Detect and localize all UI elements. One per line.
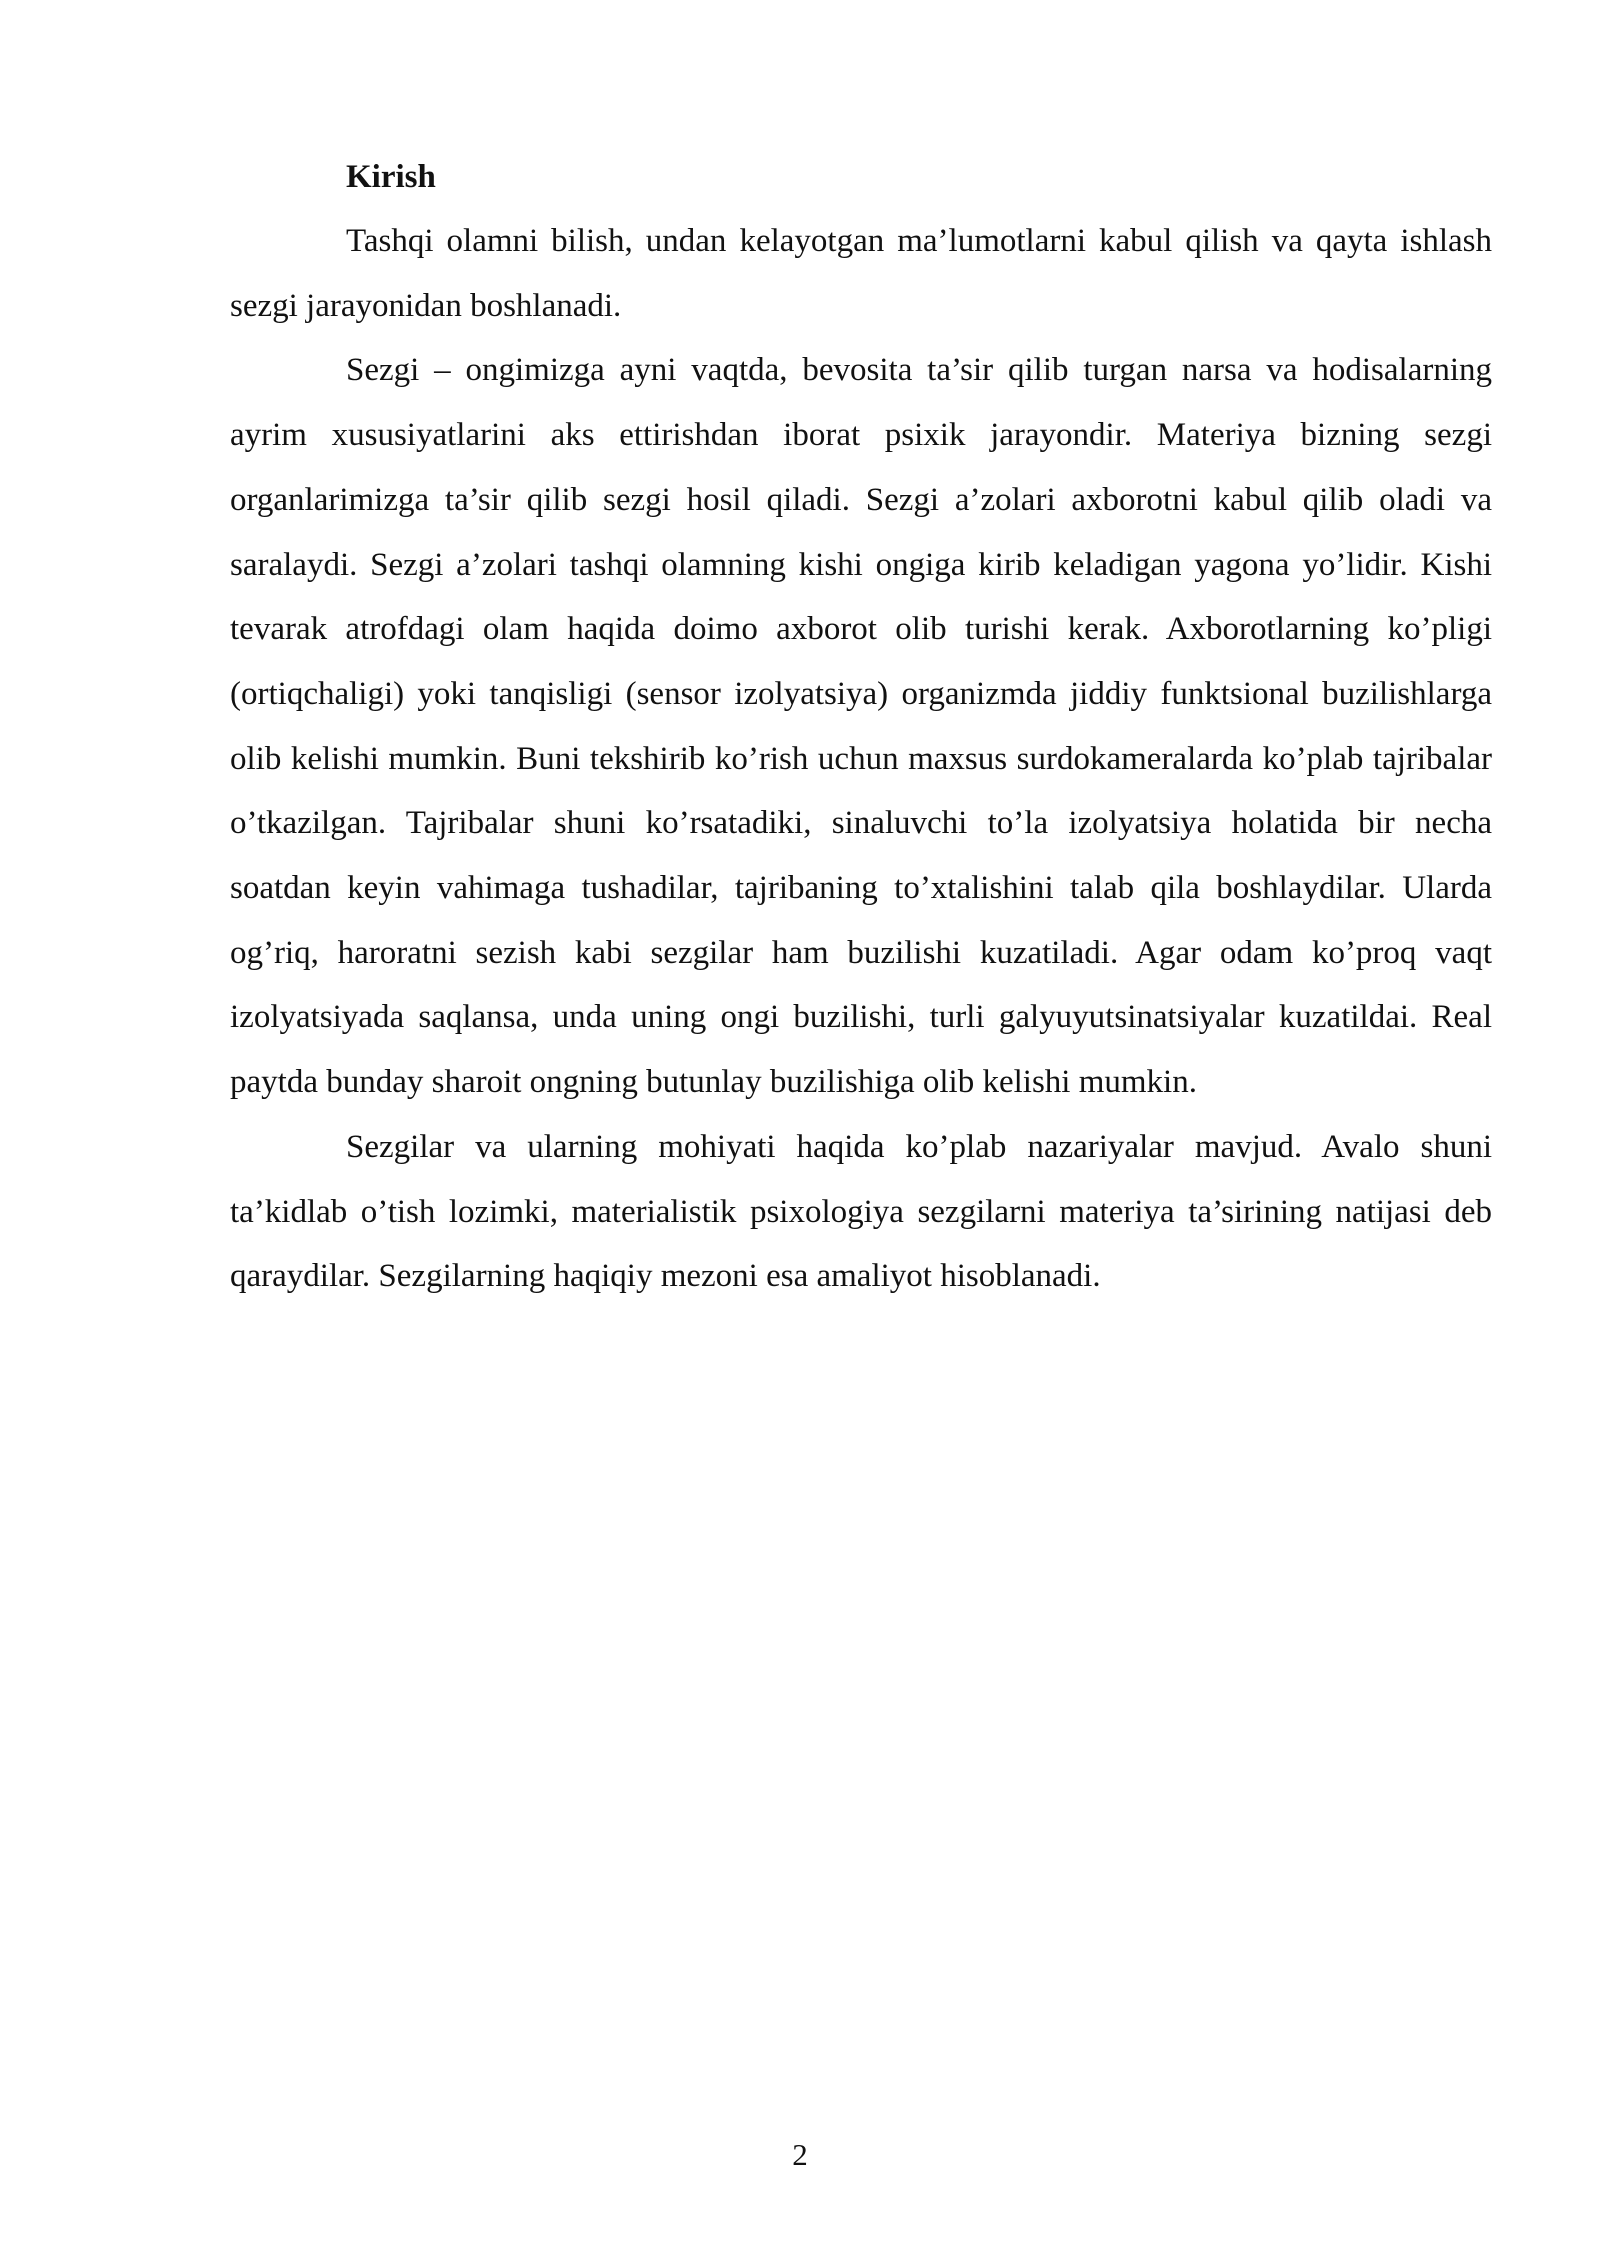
- paragraph-1: Tashqi olamni bilish, undan kelayotgan ma’lumotlarni kabul qilish va qayta ishlash sezgi jarayonidan boshlanadi.: [230, 223, 1492, 324]
- section-heading: Kirish: [346, 159, 436, 195]
- page-number: 2: [792, 2137, 808, 2172]
- page-body: [230, 146, 1492, 1309]
- paragraph-2: Sezgi – ongimizga ayni vaqtda, bevosita ta’sir qilib turgan narsa va hodisalarning ayrim xususiyatlarini aks ettirishdan iborat psixik jarayondir. Materiya bizning sezgi organlarimizga ta’sir qilib sezgi hosil qiladi. Sezgi a’zolari axborotni kabul qilib oladi va saralaydi. Sezgi a’zolari tashqi olamning kishi ongiga kirib keladigan yagona yo’lidir. Kishi tevarak atrofdagi olam haqida doimo axborot olib turishi kerak. Axborotlarning ko’pligi (ortiqchaligi) yoki tanqisligi (sensor izolyatsiya) organizmda jiddiy funktsional buzilishlarga olib kelishi mumkin. Buni tekshirib ko’rish uchun maxsus surdokameralarda ko’plab tajribalar o’tkazilgan. Tajribalar shuni ko’rsatadiki, sinaluvchi to’la izolyatsiya holatida bir necha soatdan keyin vahimaga tushadilar, tajribaning to’xtalishini talab qila boshlaydilar. Ularda og’riq, haroratni sezish kabi sezgilar ham buzilishi kuzatiladi. Agar odam ko’proq vaqt izolyatsiyada saqlansa, unda uning ongi buzilishi, turli galyuyutsinatsiyalar kuzatildai. Real paytda bunday sharoit ongning butunlay buzilishiga olib kelishi mumkin.: [230, 352, 1492, 1101]
- paragraph-3: Sezgilar va ularning mohiyati haqida ko’plab nazariyalar mavjud. Avalo shuni ta’kidlab o’tish lozimki, materialistik psixologiya sezgilarni materiya ta’sirining natijasi deb qaraydilar. Sezgilarning haqiqiy mezoni esa amaliyot hisoblanadi.: [230, 1128, 1492, 1295]
